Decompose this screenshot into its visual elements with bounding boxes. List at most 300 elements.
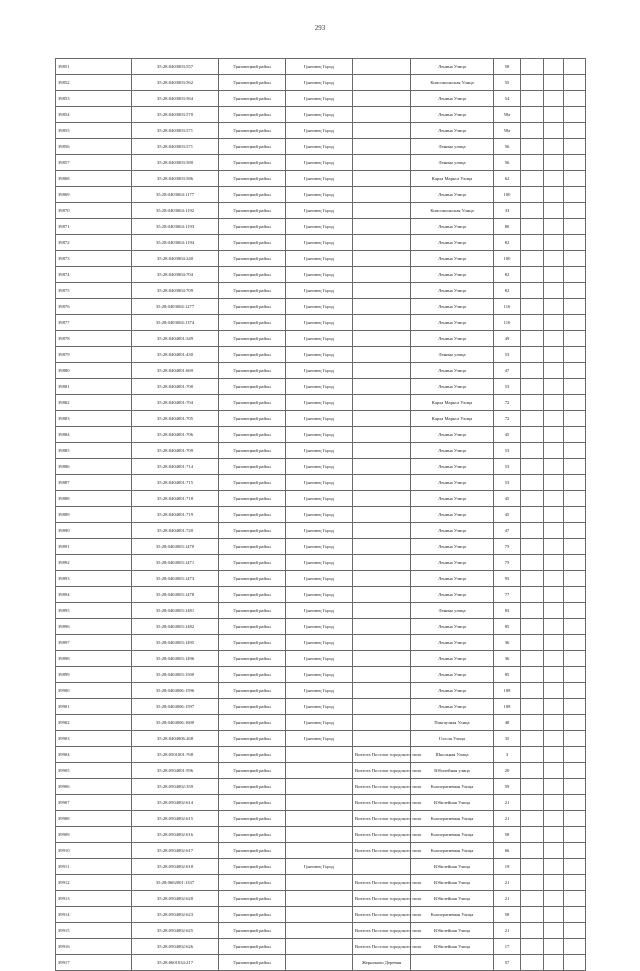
locality-name	[353, 459, 411, 475]
empty-cell	[521, 171, 544, 187]
district-name: Грязовецкий район	[219, 75, 286, 91]
empty-cell	[544, 955, 564, 971]
empty-cell	[521, 795, 544, 811]
table-row	[56, 507, 586, 523]
locality-name	[353, 507, 411, 523]
record-number: 39917	[56, 955, 132, 971]
record-number: 39894	[56, 587, 132, 603]
city-name: Грязовец Город	[286, 587, 353, 603]
table-row	[56, 139, 586, 155]
street-name: Юбилейная Улица	[411, 939, 494, 955]
street-name: Пакгаузная Улица	[411, 715, 494, 731]
cadastral-number: 35:28:0504002:617	[132, 843, 219, 859]
empty-cell	[544, 59, 564, 75]
empty-cell	[521, 59, 544, 75]
empty-cell	[521, 331, 544, 347]
record-number: 39879	[56, 347, 132, 363]
empty-cell	[564, 683, 586, 699]
empty-cell	[521, 411, 544, 427]
record-number: 39898	[56, 651, 132, 667]
empty-cell	[544, 187, 564, 203]
empty-cell	[544, 683, 564, 699]
table-row	[56, 379, 586, 395]
locality-name	[353, 363, 411, 379]
table-row	[56, 219, 586, 235]
district-name: Грязовецкий район	[219, 107, 286, 123]
locality-name: Вохтога Поселок городского типа	[353, 811, 411, 827]
street-name: Комсомольская Улица	[411, 203, 494, 219]
city-name: Грязовец Город	[286, 155, 353, 171]
house-number: 110	[494, 315, 521, 331]
street-name: Юбилейная улица	[411, 763, 494, 779]
city-name: Грязовец Город	[286, 491, 353, 507]
locality-name	[353, 107, 411, 123]
record-number: 39896	[56, 619, 132, 635]
house-number: 21	[494, 891, 521, 907]
empty-cell	[544, 603, 564, 619]
cadastral-number: 35:28:0404003:1496	[132, 651, 219, 667]
city-name: Грязовец Город	[286, 635, 353, 651]
city-name	[286, 811, 353, 827]
empty-cell	[564, 299, 586, 315]
street-name: Ленина Улица	[411, 507, 494, 523]
cadastral-number: 35:28:0404006:1596	[132, 683, 219, 699]
city-name	[286, 907, 353, 923]
house-number: 77	[494, 587, 521, 603]
street-name: Кооперативная Улица	[411, 827, 494, 843]
district-name: Грязовецкий район	[219, 171, 286, 187]
empty-cell	[544, 299, 564, 315]
table-row	[56, 747, 586, 763]
empty-cell	[544, 475, 564, 491]
city-name: Грязовец Город	[286, 299, 353, 315]
city-name: Грязовец Город	[286, 347, 353, 363]
city-name: Грязовец Город	[286, 523, 353, 539]
empty-cell	[521, 235, 544, 251]
empty-cell	[544, 923, 564, 939]
empty-cell	[564, 379, 586, 395]
empty-cell	[564, 235, 586, 251]
street-name: Ленина Улица	[411, 699, 494, 715]
empty-cell	[521, 267, 544, 283]
locality-name	[353, 651, 411, 667]
district-name: Грязовецкий район	[219, 811, 286, 827]
empty-cell	[544, 907, 564, 923]
empty-cell	[544, 459, 564, 475]
district-name: Грязовецкий район	[219, 859, 286, 875]
house-number: 116	[494, 299, 521, 315]
city-name: Грязовец Город	[286, 651, 353, 667]
house-number: 48	[494, 715, 521, 731]
empty-cell	[564, 219, 586, 235]
street-name: Ленина Улица	[411, 219, 494, 235]
street-name: Ленина улица	[411, 347, 494, 363]
empty-cell	[544, 331, 564, 347]
record-number: 39902	[56, 715, 132, 731]
locality-name	[353, 427, 411, 443]
empty-cell	[564, 363, 586, 379]
empty-cell	[544, 571, 564, 587]
city-name: Грязовец Город	[286, 171, 353, 187]
house-number: 56	[494, 139, 521, 155]
city-name	[286, 939, 353, 955]
house-number: 56	[494, 155, 521, 171]
record-number: 39851	[56, 59, 132, 75]
empty-cell	[564, 875, 586, 891]
empty-cell	[521, 603, 544, 619]
district-name: Грязовецкий район	[219, 667, 286, 683]
empty-cell	[521, 763, 544, 779]
record-number: 39895	[56, 603, 132, 619]
district-name: Грязовецкий район	[219, 923, 286, 939]
table-row	[56, 459, 586, 475]
city-name: Грязовец Город	[286, 363, 353, 379]
district-name: Грязовецкий район	[219, 283, 286, 299]
city-name: Грязовец Город	[286, 475, 353, 491]
empty-cell	[521, 667, 544, 683]
locality-name: Вохтога Поселок городского типа	[353, 779, 411, 795]
city-name: Грязовец Город	[286, 267, 353, 283]
house-number: 53	[494, 475, 521, 491]
locality-name	[353, 315, 411, 331]
house-number: 108	[494, 683, 521, 699]
locality-name	[353, 171, 411, 187]
empty-cell	[521, 539, 544, 555]
street-name: Кооперативная Улица	[411, 811, 494, 827]
empty-cell	[544, 75, 564, 91]
record-number: 39901	[56, 699, 132, 715]
cadastral-number: 35:28:0403003:562	[132, 75, 219, 91]
house-number: 57	[494, 955, 521, 971]
table-row	[56, 411, 586, 427]
city-name: Грязовец Город	[286, 443, 353, 459]
street-name: Кооперативная Улица	[411, 779, 494, 795]
street-name: Ленина Улица	[411, 443, 494, 459]
cadastral-number: 35:28:0404003:1478	[132, 587, 219, 603]
house-number: 36	[494, 635, 521, 651]
table-row	[56, 683, 586, 699]
house-number: 83	[494, 603, 521, 619]
empty-cell	[544, 731, 564, 747]
locality-name	[353, 235, 411, 251]
empty-cell	[564, 171, 586, 187]
district-name: Грязовецкий район	[219, 555, 286, 571]
district-name: Грязовецкий район	[219, 507, 286, 523]
table-row	[56, 779, 586, 795]
empty-cell	[521, 779, 544, 795]
house-number: 72	[494, 411, 521, 427]
district-name: Грязовецкий район	[219, 699, 286, 715]
empty-cell	[564, 475, 586, 491]
empty-cell	[564, 891, 586, 907]
district-name: Грязовецкий район	[219, 619, 286, 635]
cadastral-number: 35:28:0403003:564	[132, 91, 219, 107]
table-row	[56, 923, 586, 939]
district-name: Грязовецкий район	[219, 267, 286, 283]
cadastral-number: 35:28:0404001:720	[132, 523, 219, 539]
empty-cell	[521, 123, 544, 139]
city-name	[286, 795, 353, 811]
street-name: Кооперативная Улица	[411, 843, 494, 859]
locality-name	[353, 91, 411, 107]
house-number: 100	[494, 187, 521, 203]
record-number: 39877	[56, 315, 132, 331]
street-name	[411, 955, 494, 971]
locality-name	[353, 283, 411, 299]
street-name: Ленина Улица	[411, 59, 494, 75]
cadastral-number: 35:28:0403003:580	[132, 155, 219, 171]
empty-cell	[544, 827, 564, 843]
street-name: Ленина Улица	[411, 475, 494, 491]
empty-cell	[521, 619, 544, 635]
empty-cell	[521, 347, 544, 363]
city-name: Грязовец Город	[286, 715, 353, 731]
empty-cell	[521, 91, 544, 107]
house-number: 45	[494, 507, 521, 523]
street-name: Кооперативная Улица	[411, 907, 494, 923]
street-name: Ленина Улица	[411, 427, 494, 443]
cadastral-number: 35:28:0404001:706	[132, 427, 219, 443]
house-number: 21	[494, 923, 521, 939]
record-number: 39881	[56, 379, 132, 395]
record-number: 39852	[56, 75, 132, 91]
empty-cell	[564, 155, 586, 171]
cadastral-number: 35:28:0403003:570	[132, 107, 219, 123]
empty-cell	[564, 507, 586, 523]
locality-name	[353, 667, 411, 683]
page-number: 293	[314, 24, 326, 32]
street-name: Ленина Улица	[411, 123, 494, 139]
record-number: 39876	[56, 299, 132, 315]
district-name: Грязовецкий район	[219, 747, 286, 763]
cadastral-number: 35:28:0404001:700	[132, 379, 219, 395]
district-name: Грязовецкий район	[219, 203, 286, 219]
house-number: 33	[494, 203, 521, 219]
record-number: 39855	[56, 123, 132, 139]
city-name: Грязовец Город	[286, 219, 353, 235]
record-number: 39872	[56, 235, 132, 251]
street-name: Школьная Улица	[411, 747, 494, 763]
street-name: Ленина Улица	[411, 571, 494, 587]
cadastral-number: 35:28:0404003:1470	[132, 539, 219, 555]
record-number: 39903	[56, 731, 132, 747]
street-name: Ленина Улица	[411, 667, 494, 683]
city-name: Грязовец Город	[286, 315, 353, 331]
cadastral-number: 35:28:0403004:704	[132, 267, 219, 283]
city-name	[286, 747, 353, 763]
empty-cell	[544, 171, 564, 187]
house-number: 53	[494, 459, 521, 475]
cadastral-number: 35:28:0504002:618	[132, 859, 219, 875]
empty-cell	[564, 859, 586, 875]
empty-cell	[544, 443, 564, 459]
district-name: Грязовецкий район	[219, 379, 286, 395]
cadastral-number: 35:28:0403004:1193	[132, 219, 219, 235]
empty-cell	[564, 779, 586, 795]
table-row	[56, 283, 586, 299]
empty-cell	[564, 635, 586, 651]
street-name: Ленина Улица	[411, 267, 494, 283]
record-number: 39916	[56, 939, 132, 955]
empty-cell	[544, 219, 564, 235]
empty-cell	[521, 459, 544, 475]
table-row	[56, 475, 586, 491]
empty-cell	[544, 107, 564, 123]
locality-name	[353, 635, 411, 651]
table-row	[56, 171, 586, 187]
empty-cell	[544, 715, 564, 731]
empty-cell	[544, 267, 564, 283]
city-name	[286, 891, 353, 907]
district-name: Грязовецкий район	[219, 891, 286, 907]
empty-cell	[564, 411, 586, 427]
empty-cell	[521, 443, 544, 459]
table-row	[56, 955, 586, 971]
empty-cell	[521, 379, 544, 395]
table-row	[56, 91, 586, 107]
empty-cell	[544, 491, 564, 507]
empty-cell	[564, 107, 586, 123]
locality-name	[353, 331, 411, 347]
district-name: Грязовецкий район	[219, 795, 286, 811]
table-row	[56, 555, 586, 571]
empty-cell	[544, 635, 564, 651]
record-number: 39874	[56, 267, 132, 283]
house-number: 75	[494, 539, 521, 555]
district-name: Грязовецкий район	[219, 315, 286, 331]
empty-cell	[564, 267, 586, 283]
street-name: Ленина Улица	[411, 187, 494, 203]
record-number: 39899	[56, 667, 132, 683]
cadastral-number: 35:28:0404001:704	[132, 395, 219, 411]
empty-cell	[521, 731, 544, 747]
locality-name	[353, 251, 411, 267]
empty-cell	[564, 747, 586, 763]
empty-cell	[521, 251, 544, 267]
record-number: 39913	[56, 891, 132, 907]
city-name: Грязовец Город	[286, 235, 353, 251]
street-name: Ленина Улица	[411, 91, 494, 107]
locality-name	[353, 587, 411, 603]
city-name	[286, 875, 353, 891]
empty-cell	[544, 539, 564, 555]
locality-name	[353, 443, 411, 459]
street-name: Ленина Улица	[411, 379, 494, 395]
empty-cell	[521, 875, 544, 891]
empty-cell	[544, 155, 564, 171]
empty-cell	[521, 523, 544, 539]
street-name: Ленина Улица	[411, 363, 494, 379]
empty-cell	[521, 219, 544, 235]
record-number: 39906	[56, 779, 132, 795]
street-name: Ленина Улица	[411, 651, 494, 667]
empty-cell	[564, 347, 586, 363]
city-name: Грязовец Город	[286, 59, 353, 75]
house-number: 82	[494, 267, 521, 283]
table-row	[56, 843, 586, 859]
registry-table	[55, 58, 586, 971]
locality-name: Вохтога Поселок городского типа	[353, 923, 411, 939]
district-name: Грязовецкий район	[219, 491, 286, 507]
cadastral-number: 35:28:0404003:1473	[132, 571, 219, 587]
empty-cell	[521, 907, 544, 923]
empty-cell	[544, 875, 564, 891]
record-number: 39873	[56, 251, 132, 267]
table-row	[56, 75, 586, 91]
table-row	[56, 539, 586, 555]
street-name: Юбилейная Улица	[411, 859, 494, 875]
district-name: Грязовецкий район	[219, 827, 286, 843]
cadastral-number: 35:28:0404006:1600	[132, 715, 219, 731]
empty-cell	[564, 587, 586, 603]
empty-cell	[544, 811, 564, 827]
table-row	[56, 59, 586, 75]
record-number: 39907	[56, 795, 132, 811]
district-name: Грязовецкий район	[219, 235, 286, 251]
record-number: 39893	[56, 571, 132, 587]
locality-name: Жерноково Деревня	[353, 955, 411, 971]
locality-name	[353, 395, 411, 411]
city-name: Грязовец Город	[286, 427, 353, 443]
locality-name	[353, 139, 411, 155]
record-number: 39904	[56, 747, 132, 763]
cadastral-number: 35:28:0504002:616	[132, 827, 219, 843]
cadastral-number: 35:28:0404001:349	[132, 331, 219, 347]
empty-cell	[544, 123, 564, 139]
locality-name	[353, 571, 411, 587]
cadastral-number: 35:28:0504002:623	[132, 907, 219, 923]
house-number: 58	[494, 907, 521, 923]
empty-cell	[521, 955, 544, 971]
locality-name	[353, 203, 411, 219]
cadastral-number: 35:28:0404001:669	[132, 363, 219, 379]
empty-cell	[544, 523, 564, 539]
empty-cell	[521, 155, 544, 171]
locality-name	[353, 267, 411, 283]
locality-name: Вохтога Поселок городского типа	[353, 827, 411, 843]
city-name: Грязовец Город	[286, 731, 353, 747]
empty-cell	[564, 539, 586, 555]
locality-name: Вохтога Поселок городского типа	[353, 747, 411, 763]
house-number: 85	[494, 667, 521, 683]
locality-name	[353, 555, 411, 571]
cadastral-number: 35:28:0504002:359	[132, 779, 219, 795]
empty-cell	[564, 619, 586, 635]
table-row	[56, 603, 586, 619]
district-name: Грязовецкий район	[219, 187, 286, 203]
cadastral-number: 35:28:0403004:1194	[132, 235, 219, 251]
empty-cell	[521, 187, 544, 203]
district-name: Грязовецкий район	[219, 459, 286, 475]
locality-name	[353, 299, 411, 315]
city-name: Грязовец Город	[286, 283, 353, 299]
locality-name	[353, 491, 411, 507]
empty-cell	[544, 795, 564, 811]
empty-cell	[564, 459, 586, 475]
table-row	[56, 331, 586, 347]
record-number: 39909	[56, 827, 132, 843]
house-number: 80	[494, 219, 521, 235]
empty-cell	[521, 283, 544, 299]
table-row	[56, 187, 586, 203]
street-name: Ленина Улица	[411, 523, 494, 539]
district-name: Грязовецкий район	[219, 347, 286, 363]
empty-cell	[544, 747, 564, 763]
empty-cell	[564, 923, 586, 939]
empty-cell	[544, 315, 564, 331]
district-name: Грязовецкий район	[219, 939, 286, 955]
empty-cell	[521, 939, 544, 955]
